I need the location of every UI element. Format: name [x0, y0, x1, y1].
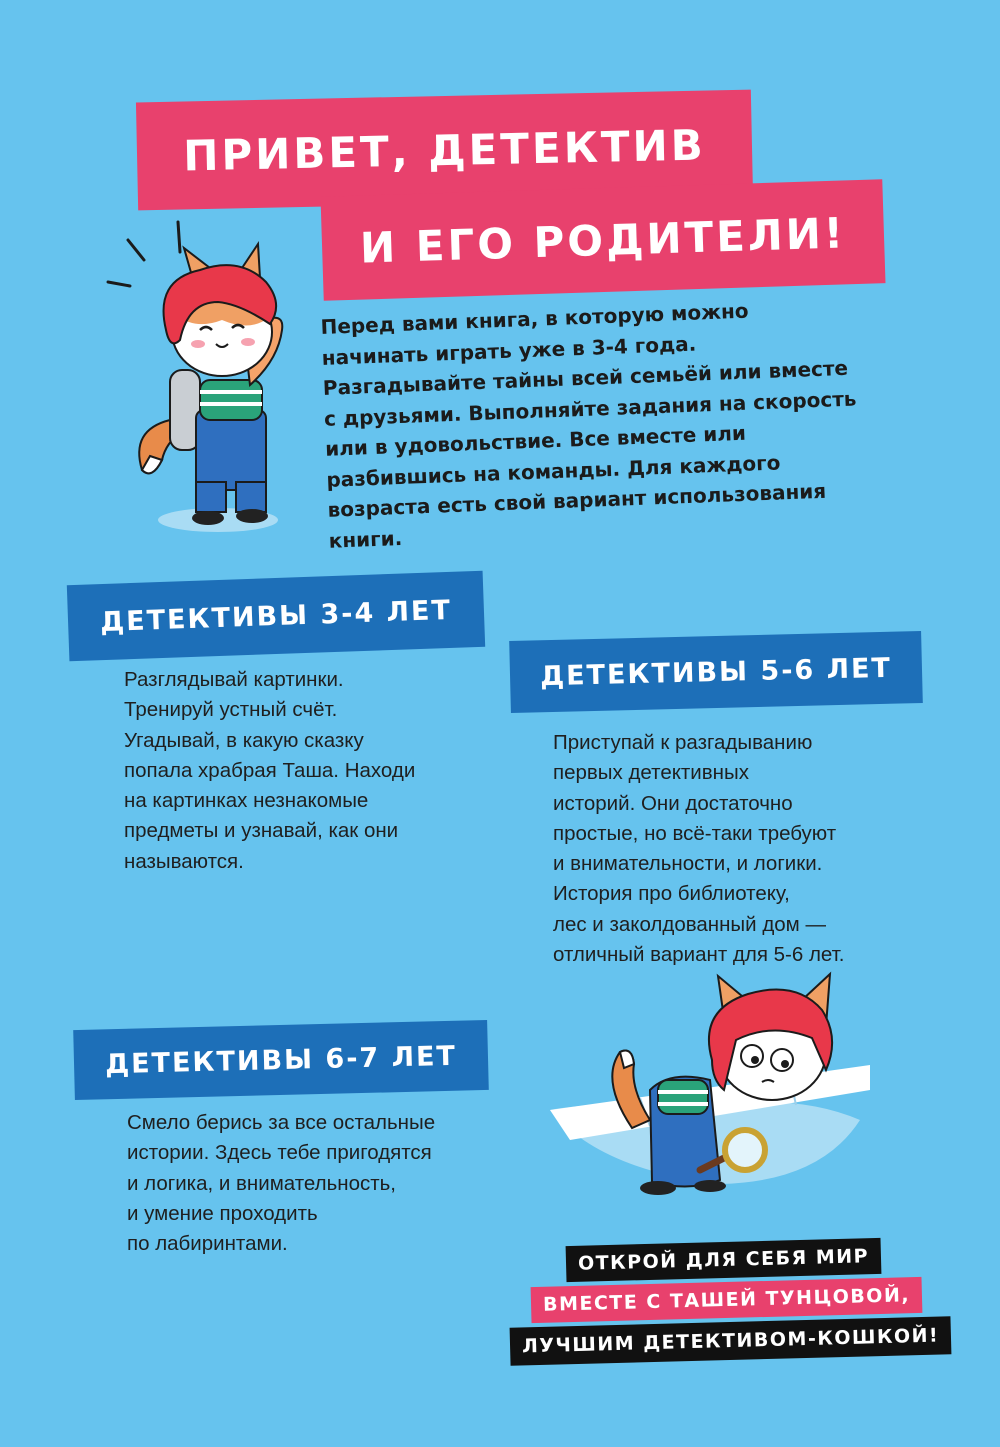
- intro-text: Перед вами книга, в которую можно начинать играть уже в 3-4 года. Разгадывайте тайны всей семьёй или вместе с друзьями. Выполняйте задания на скорость или в удовольствие. Все вместе или разбившись на команды. Для каждого возраста есть свой вариант использования книги.: [320, 298, 857, 553]
- section-heading-band-3-4: [67, 571, 485, 661]
- footer-line-3: ЛУЧШИМ ДЕТЕКТИВОМ-КОШКОЙ!: [510, 1316, 952, 1366]
- title-line-1: ПРИВЕТ, ДЕТЕКТИВ: [182, 120, 707, 180]
- section-heading-5-6: ДЕТЕКТИВЫ 5-6 ЛЕТ: [539, 652, 893, 692]
- footer-line-2: ВМЕСТЕ С ТАШЕЙ ТУНЦОВОЙ,: [531, 1277, 923, 1323]
- section-text-6-7: Смело берись за все остальные истории. Здесь тебе пригодятся и логика, и внимательность, и умение проходить по лабиринтами.: [127, 1111, 436, 1256]
- cat-detective-waving-illustration: [100, 220, 310, 540]
- section-heading-3-4: ДЕТЕКТИВЫ 3-4 ЛЕТ: [99, 594, 453, 638]
- section-heading-6-7: ДЕТЕКТИВЫ 6-7 ЛЕТ: [104, 1040, 458, 1080]
- footer-line-1: ОТКРОЙ ДЛЯ СЕБЯ МИР: [566, 1238, 882, 1282]
- title-line-2: И ЕГО РОДИТЕЛИ!: [359, 207, 847, 273]
- section-heading-band-5-6: [509, 631, 923, 713]
- section-text-5-6: Приступай к разгадыванию первых детективных историй. Они достаточно простые, но всё-таки требуют и внимательности, и логики. История про библиотеку, лес и заколдованный дом — отличный вариант для 5-6 лет.: [553, 731, 845, 967]
- cat-detective-magnifier-illustration: [540, 960, 880, 1210]
- section-heading-band-6-7: [73, 1020, 489, 1100]
- title-band-2: [321, 179, 886, 301]
- section-text-3-4: Разглядывай картинки. Тренируй устный счёт. Угадывай, в какую сказку попала храбрая Таша. Находи на картинках незнакомые предметы и узнавай, как они называются.: [124, 668, 416, 873]
